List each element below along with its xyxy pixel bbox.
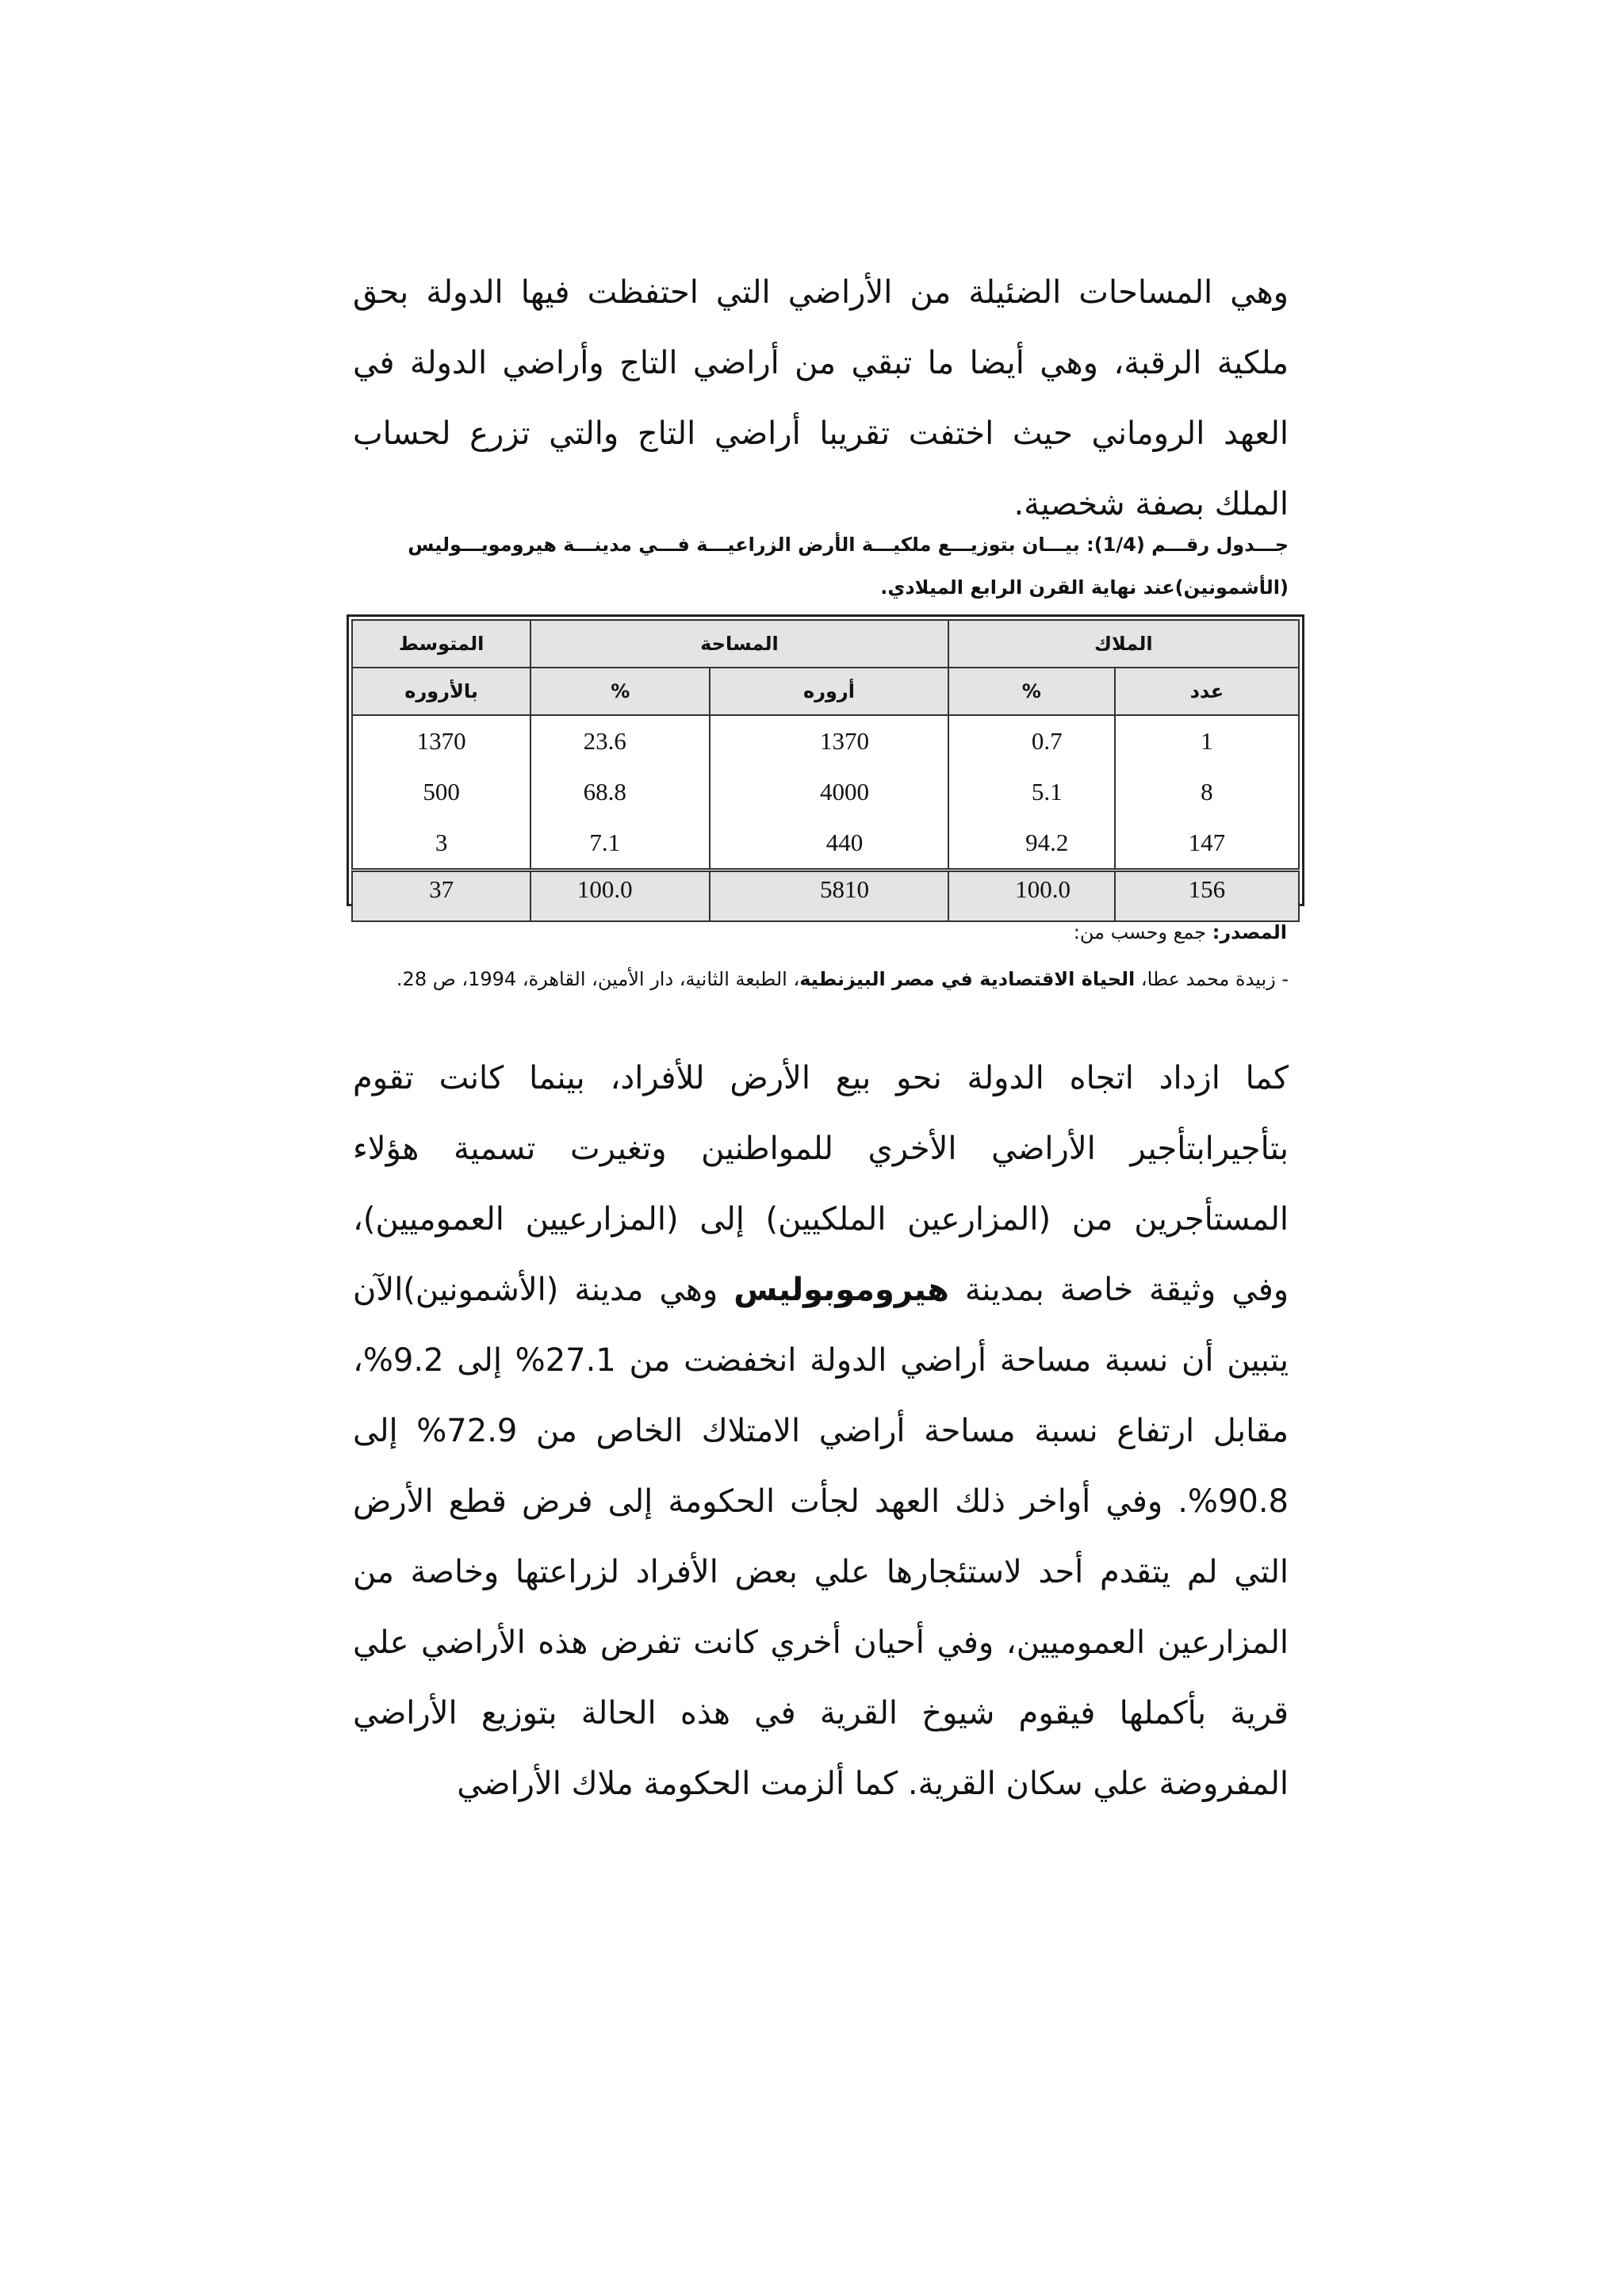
total-area-pct: 100.0 [530, 871, 710, 922]
total-owners-pct-value: 100.0 [1015, 875, 1071, 903]
reference-prefix: - زبيدة محمد عطا، [1135, 968, 1289, 990]
table-caption-line2: (الأشمونين)عند نهاية القرن الرابع الميلادي. [880, 576, 1289, 599]
cell-area-arura: 1370 [710, 715, 948, 767]
subheader-owners-pct: % [948, 668, 1115, 715]
cell-owners-pct: 0.7 [948, 715, 1115, 767]
table-group-header-row [352, 620, 1299, 668]
subheader-count: عدد [1115, 668, 1299, 715]
cell-area-pct: 7.1 [530, 817, 710, 871]
reference-title: الحياة الاقتصادية في مصر البيزنطية [799, 968, 1136, 990]
total-area-arura: 5810 [710, 871, 948, 922]
cell-area-pct: 68.8 [530, 767, 710, 817]
cell-avg-arura: 3 [352, 817, 530, 871]
subheader-avg-arura: بالأروره [352, 668, 530, 715]
cell-owners-pct: 94.2 [948, 817, 1115, 871]
cell-count: 1 [1115, 715, 1299, 767]
body-paragraph [353, 1043, 1289, 1820]
cell-avg-arura: 500 [352, 767, 530, 817]
body-text-part2: وهي مدينة (الأشمونين)الآن يتبين أن نسبة مساحة أراضي الدولة انخفضت من 27.1% إلى 9.2%، مقابل ارتفاع نسبة مساحة أراضي الامتلاك الخاص من 72.9% إلى 90.8%. وفي أواخر ذلك العهد لجأت الحكومة إلى فرض قطع الأرض التي لم يتقدم أحد لاستئجارها علي بعض الأفراد لزراعتها وخاصة من المزارعين العموميين، وفي أحيان أخري كانت تفرض هذه الأراضي علي قرية بأكملها فيقوم شيوخ القرية في هذه الحالة بتوزيع الأراضي المفروضة علي سكان القرية. كما ألزمت الحكومة ملاك الأراضي [353, 1272, 1289, 1802]
cell-area-pct: 23.6 [530, 715, 710, 767]
source-label: المصدر: [1212, 921, 1287, 943]
ownership-table-frame [347, 614, 1304, 906]
header-area: المساحة [530, 620, 948, 668]
subheader-area-arura: أروره [710, 668, 948, 715]
cell-count: 8 [1115, 767, 1299, 817]
body-bold-term: هيروموبوليس [733, 1272, 949, 1308]
header-average: المتوسط [352, 620, 530, 668]
body-text-part1: كما ازداد اتجاه الدولة نحو بيع الأرض للأفراد، بينما كانت تقوم بتأجيرابتأجير الأراضي الأخري للمواطنين وتغيرت تسمية هؤلاء المستأجرين من (المزارعين الملكيين) إلى (المزارعيين العموميين)، وفي وثيقة خاصة بمدينة [353, 1060, 1289, 1308]
cell-avg-arura: 1370 [352, 715, 530, 767]
table-row [352, 817, 1299, 871]
table-caption [353, 523, 1289, 609]
intro-paragraph: وهي المساحات الضئيلة من الأراضي التي احتفظت فيها الدولة بحق ملكية الرقبة، وهي أيضا ما تبقي من أراضي التاج وأراضي الدولة في العهد الروماني حيث اختفت تقريبا أراضي التاج والتي تزرع لحساب الملك بصفة شخصية. [353, 274, 1289, 522]
source-text: جمع وحسب من: [1073, 921, 1212, 943]
table-total-row [352, 871, 1299, 922]
cell-owners-pct: 5.1 [948, 767, 1115, 817]
total-owners-pct [948, 871, 1115, 922]
cell-area-arura: 4000 [710, 767, 948, 817]
total-count: 156 [1115, 871, 1299, 922]
cell-area-arura: 440 [710, 817, 948, 871]
table-caption-line1: جـــدول رقـــم (1/4): بيـــان بتوزيـــع ملكيـــة الأرض الزراعيـــة فـــي مدينـــة هيرومويـــوليس [408, 534, 1289, 556]
subheader-area-pct: % [530, 668, 710, 715]
table-source [1074, 921, 1287, 943]
table-row [352, 767, 1299, 817]
reference-suffix: ، الطبعة الثانية، دار الأمين، القاهرة، 1994، ص 28. [396, 968, 800, 990]
header-owners: الملاك [948, 620, 1299, 668]
total-avg-arura: 37 [352, 871, 530, 922]
cell-count: 147 [1115, 817, 1299, 871]
table-row [352, 715, 1299, 767]
table-sub-header-row [352, 668, 1299, 715]
reference-citation [349, 958, 1289, 1001]
ownership-table [351, 619, 1300, 922]
